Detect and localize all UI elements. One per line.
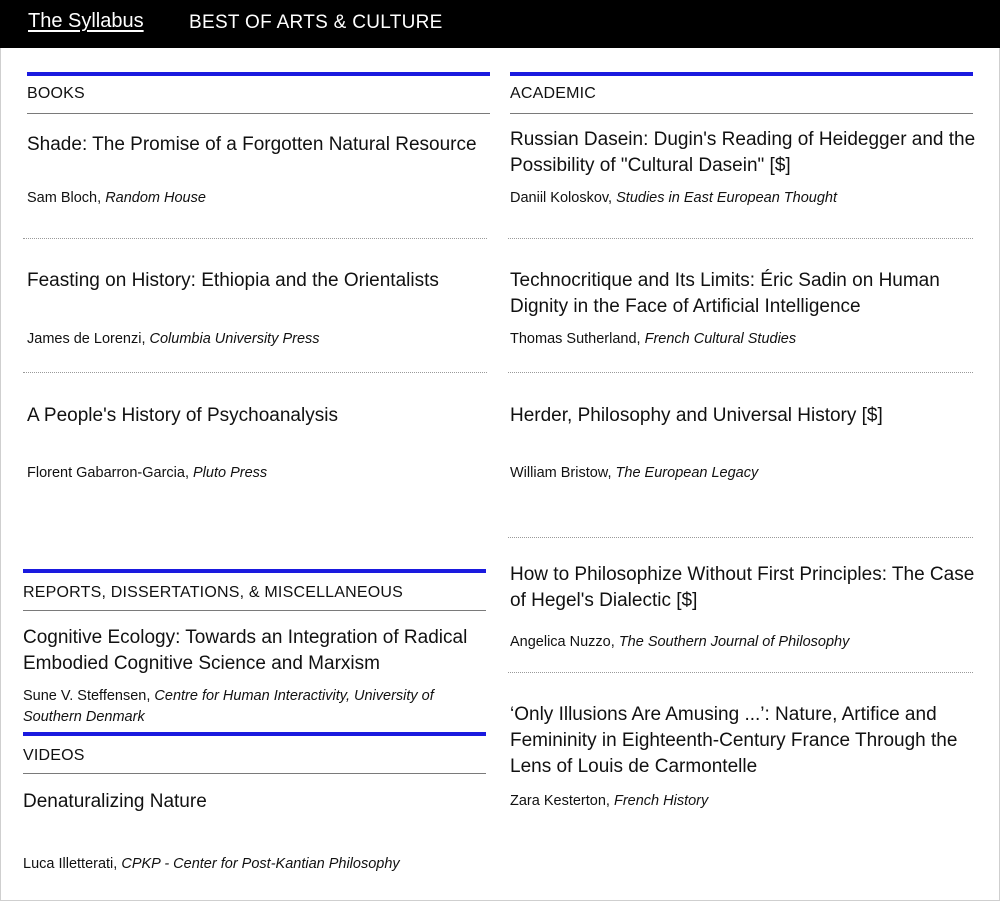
divider [23, 372, 487, 373]
videos-heading-rule [23, 773, 486, 774]
academic-meta-4 [510, 632, 970, 653]
books-accent-bar [27, 72, 490, 76]
reports-accent-bar [23, 569, 486, 573]
academic-author-5: Zara Kesterton, [510, 793, 610, 809]
academic-publisher-5: French History [613, 793, 709, 809]
academic-author-3: William Bristow, [510, 465, 612, 481]
academic-heading: ACADEMIC [510, 85, 597, 102]
academic-heading-rule [510, 113, 973, 114]
book-title-2[interactable]: Feasting on History: Ethiopia and the Orientalists [27, 270, 439, 291]
book-publisher-3: Pluto Press [193, 465, 268, 481]
academic-title-1[interactable]: Russian Dasein: Dugin's Reading of Heidegger and the Possibility of "Cultural Dasein" [$] [510, 129, 976, 176]
video-author-1: Luca Illetterati, [23, 856, 118, 872]
academic-title-4[interactable]: How to Philosophize Without First Principles: The Case of Hegel's Dialectic [$] [510, 564, 975, 611]
video-publisher-1: CPKP - Center for Post-Kantian Philosophy [121, 856, 400, 872]
books-heading-rule [27, 113, 490, 114]
academic-publisher-4: The Southern Journal of Philosophy [618, 634, 850, 650]
academic-meta-2 [510, 329, 970, 350]
video-meta-1 [23, 854, 493, 875]
videos-heading: VIDEOS [23, 747, 85, 764]
academic-publisher-3: The European Legacy [615, 465, 759, 481]
divider [23, 238, 487, 239]
book-meta-3 [27, 463, 487, 484]
brand-link[interactable]: The Syllabus [28, 10, 144, 32]
report-meta-1 [23, 686, 493, 728]
divider [508, 537, 973, 538]
book-publisher-1: Random House [105, 190, 206, 206]
academic-meta-3 [510, 463, 970, 484]
academic-publisher-2: French Cultural Studies [644, 331, 797, 347]
divider [508, 238, 973, 239]
video-title-1[interactable]: Denaturalizing Nature [23, 791, 207, 812]
academic-title-2[interactable]: Technocritique and Its Limits: Éric Sadin on Human Dignity in the Face of Artificial Intelligence [510, 270, 940, 317]
academic-author-4: Angelica Nuzzo, [510, 634, 615, 650]
academic-title-5[interactable]: ‘Only Illusions Are Amusing ...’: Nature, Artifice and Femininity in Eighteenth-Century France Through the Lens of Louis de Carmontelle [510, 704, 958, 777]
books-heading: BOOKS [27, 85, 85, 102]
book-title-3[interactable]: A People's History of Psychoanalysis [27, 405, 338, 426]
top-navigation-bar [0, 0, 1000, 48]
reports-heading-rule [23, 610, 486, 611]
book-author-3: Florent Gabarron-Garcia, [27, 465, 189, 481]
academic-meta-1 [510, 188, 970, 209]
academic-title-3[interactable]: Herder, Philosophy and Universal History [$] [510, 405, 883, 426]
report-author-1: Sune V. Steffensen, [23, 688, 151, 704]
videos-accent-bar [23, 732, 486, 736]
reports-heading: REPORTS, DISSERTATIONS, & MISCELLANEOUS [23, 584, 404, 601]
academic-accent-bar [510, 72, 973, 76]
site-tagline: BEST OF ARTS & CULTURE [189, 12, 443, 33]
academic-meta-5 [510, 791, 970, 812]
book-title-1[interactable]: Shade: The Promise of a Forgotten Natural Resource [27, 134, 477, 155]
book-publisher-2: Columbia University Press [149, 331, 320, 347]
academic-publisher-1: Studies in East European Thought [616, 190, 837, 206]
book-meta-2 [27, 329, 487, 350]
academic-author-2: Thomas Sutherland, [510, 331, 641, 347]
report-publisher-1: Centre for Human Interactivity, University of Southern Denmark [23, 688, 434, 725]
book-meta-1 [27, 188, 487, 209]
divider [508, 372, 973, 373]
book-author-2: James de Lorenzi, [27, 331, 146, 347]
divider [508, 672, 973, 673]
academic-author-1: Daniil Koloskov, [510, 190, 613, 206]
book-author-1: Sam Bloch, [27, 190, 102, 206]
report-title-1[interactable]: Cognitive Ecology: Towards an Integration of Radical Embodied Cognitive Science and Marxism [23, 627, 468, 674]
